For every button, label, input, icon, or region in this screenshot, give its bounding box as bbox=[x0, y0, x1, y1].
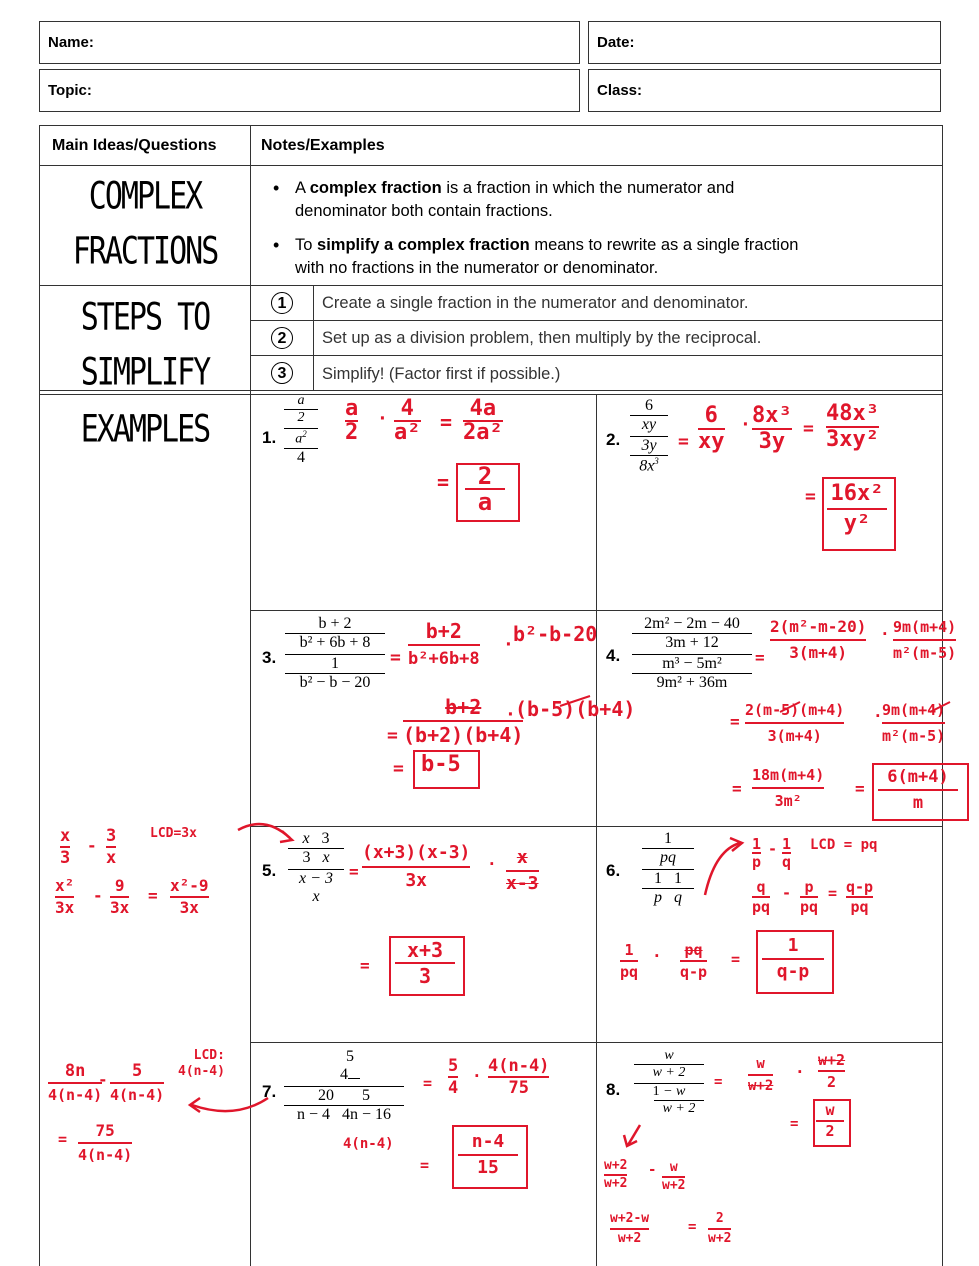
hw-text: a bbox=[345, 396, 359, 421]
bullet-text: means to rewrite as a single fraction bbox=[529, 236, 799, 254]
bullet-dot: • bbox=[273, 178, 280, 198]
hw-text: 4(n-4) bbox=[48, 1082, 102, 1106]
complex-title-line1: COMPLEX bbox=[88, 174, 202, 219]
frac-text: n − 4 bbox=[296, 1106, 330, 1123]
hw-ex6-lcd: LCD = pq bbox=[810, 837, 878, 853]
hw-text: w+2 bbox=[748, 1074, 773, 1096]
hw-ex7-eq2: = bbox=[420, 1156, 430, 1174]
hw-text: 4(n-4) bbox=[488, 1056, 550, 1076]
hw-text: 75 bbox=[95, 1121, 115, 1140]
frac-text: a bbox=[297, 393, 305, 408]
hw-text: p bbox=[752, 853, 762, 871]
hw-text: q bbox=[782, 853, 792, 871]
hw-text: pq bbox=[800, 898, 819, 916]
frac-text: 4n − 16 bbox=[342, 1106, 392, 1123]
frac-text: x bbox=[302, 830, 310, 847]
frac-text: m³ − 5m² bbox=[632, 654, 752, 673]
hw-text: 2 bbox=[477, 462, 493, 490]
hw-text: y² bbox=[827, 508, 887, 538]
bullet-text: with no fractions in the numerator or denominator. bbox=[295, 259, 659, 277]
hw-text: q-p bbox=[846, 878, 874, 896]
hw-ex7-side-minus: - bbox=[98, 1070, 108, 1089]
hw-text: w bbox=[756, 1056, 765, 1072]
frac-text: pq bbox=[642, 848, 694, 867]
hw-ex7-side-eq: = bbox=[58, 1130, 68, 1148]
hw-text: 75 bbox=[488, 1076, 549, 1098]
frac-text: 1 bbox=[285, 654, 385, 673]
frac-text: x bbox=[322, 849, 330, 866]
hw-text: 6(m+4) bbox=[887, 767, 949, 787]
frac-text: b² − b − 20 bbox=[285, 673, 385, 692]
hw-ex3-eq3: = bbox=[393, 758, 404, 779]
hw-text: 4(n-4) bbox=[110, 1082, 164, 1106]
hw-text: 2 bbox=[816, 1120, 844, 1141]
hw-text: pq bbox=[846, 896, 873, 916]
frac-text: 1 bbox=[674, 870, 682, 887]
hw-text: 5 bbox=[131, 1061, 143, 1081]
hw-ex2-dot: · bbox=[740, 414, 751, 435]
examples-title-text: EXAMPLES bbox=[80, 407, 210, 452]
hw-ex6-minus: - bbox=[768, 840, 778, 858]
hw-text: 3(m+4) bbox=[745, 722, 844, 748]
hw-ex5-side-lcd: LCD=3x bbox=[150, 826, 197, 841]
hw-text: 1 bbox=[624, 941, 634, 959]
hw-text: 2(m²-m-20) bbox=[770, 617, 867, 636]
hw-text: 3x bbox=[55, 898, 75, 917]
bullet-text: is a fraction in which the numerator and bbox=[441, 179, 735, 197]
frac-text: x bbox=[312, 888, 320, 905]
hw-text: 3 bbox=[395, 962, 455, 988]
bullet-text: denominator both contain fractions. bbox=[295, 202, 553, 220]
hw-ex6-eq2: = bbox=[731, 950, 741, 968]
frac-text: 2m² − 2m − 40 bbox=[644, 615, 740, 632]
hw-text: 9 bbox=[114, 876, 125, 895]
hw-text: a² bbox=[394, 420, 421, 445]
hw-text: LCD: bbox=[193, 1048, 225, 1063]
hw-text: (x+3)(x-3) bbox=[362, 842, 471, 863]
hw-text: m bbox=[878, 789, 958, 815]
hw-text: b+2 bbox=[425, 619, 462, 643]
hw-text: 18m(m+4) bbox=[752, 766, 825, 784]
frac-text: 3y bbox=[630, 436, 668, 455]
hw-text: x bbox=[106, 848, 117, 868]
frac-exp: 2 bbox=[302, 429, 307, 439]
hw-ex1-eq: = bbox=[440, 410, 453, 434]
hw-text: 3 bbox=[60, 848, 71, 868]
bullet-text: A bbox=[295, 179, 310, 197]
hw-ex6-eq: = bbox=[828, 884, 838, 902]
step-3-text: Simplify! (Factor first if possible.) bbox=[322, 365, 561, 383]
example-8-number: 8. bbox=[606, 1080, 621, 1099]
frac-text: 5 bbox=[362, 1087, 370, 1104]
name-label: Name: bbox=[48, 34, 94, 51]
hw-text: 9m(m+4) bbox=[893, 618, 957, 636]
bullet-text: To bbox=[295, 236, 318, 254]
frac-text: 9m² + 36m bbox=[632, 673, 752, 692]
hw-text: 2(m-5)(m+4) bbox=[745, 701, 845, 719]
hw-ex8-dot: · bbox=[795, 1062, 805, 1081]
hw-text: 1 bbox=[782, 835, 792, 853]
example-1-number: 1. bbox=[262, 428, 277, 447]
bullet-dot: • bbox=[273, 235, 280, 255]
frac-text: w + 2 bbox=[634, 1064, 704, 1081]
bullet-term: complex fraction bbox=[309, 179, 442, 197]
frac-text: 3 bbox=[321, 830, 330, 847]
hw-ex7-eq: = bbox=[423, 1074, 433, 1092]
hw-text: a bbox=[465, 488, 505, 514]
frac-text: x − 3 bbox=[288, 869, 344, 888]
hw-ex2-eq: = bbox=[678, 431, 689, 452]
hw-text: m²(m-5) bbox=[893, 639, 956, 665]
hw-text: pq bbox=[752, 898, 771, 916]
hw-text: n-4 bbox=[471, 1131, 505, 1152]
notes-header: Notes/Examples bbox=[261, 137, 385, 154]
hw-ex5-dot: · bbox=[487, 854, 497, 873]
hw-text: p bbox=[804, 878, 814, 896]
hw-text: q-p bbox=[680, 960, 707, 982]
class-label: Class: bbox=[597, 82, 643, 99]
frac-text: 20 bbox=[318, 1087, 334, 1104]
hw-text: 1 bbox=[752, 835, 762, 853]
example-4-number: 4. bbox=[606, 646, 621, 665]
frac-text: q bbox=[674, 889, 682, 906]
hw-text: q bbox=[756, 878, 766, 896]
hw-ex6-dot: · bbox=[652, 946, 662, 965]
strike-ex4 bbox=[780, 702, 800, 712]
hw-text: x bbox=[60, 826, 71, 846]
hw-text: 2 bbox=[818, 1070, 845, 1092]
hw-text: w+2 bbox=[708, 1228, 731, 1248]
hw-text: 5 bbox=[448, 1056, 459, 1076]
hw-ex6-minus2: - bbox=[782, 884, 792, 902]
hw-text: w+2 bbox=[662, 1178, 686, 1193]
hw-ex3-eq: = bbox=[390, 647, 401, 668]
hw-ex4-dot: · bbox=[880, 624, 890, 643]
frac-text: b² + 6b + 8 bbox=[285, 633, 385, 652]
hw-text: 1 bbox=[787, 935, 799, 956]
hw-text: w+2 bbox=[604, 1176, 628, 1191]
frac-text: w bbox=[676, 1084, 686, 1099]
hw-ex3-dot: · bbox=[503, 634, 514, 655]
hw-ex7-dot: · bbox=[472, 1066, 482, 1085]
step-3-number: 3 bbox=[271, 362, 293, 384]
hw-ex5-side-minus: - bbox=[87, 836, 97, 855]
hw-text: m²(m-5) bbox=[882, 722, 945, 748]
hw-text: xy bbox=[698, 429, 725, 454]
hw-text: x bbox=[516, 847, 528, 868]
frac-text: 1 bbox=[664, 830, 672, 847]
example-5-number: 5. bbox=[262, 861, 277, 880]
frac-text: 5 bbox=[346, 1048, 354, 1065]
hw-ex4-dot2: · bbox=[873, 706, 883, 725]
hw-text: pq bbox=[620, 960, 638, 982]
frac-text: 1 bbox=[652, 1084, 660, 1099]
hw-text: w+2 bbox=[604, 1158, 628, 1173]
hw-ex7-under: 4(n-4) bbox=[343, 1136, 394, 1152]
hw-text: w+2 bbox=[610, 1228, 649, 1248]
hw-text: w bbox=[669, 1160, 678, 1175]
arrow-ex7 bbox=[192, 1098, 268, 1111]
hw-text: x² bbox=[55, 876, 75, 895]
hw-text: 3x bbox=[170, 896, 209, 918]
hw-text: 15 bbox=[458, 1154, 518, 1180]
steps-title-line1: STEPS TO bbox=[80, 295, 210, 340]
example-2-number: 2. bbox=[606, 430, 621, 449]
hw-ex3-eq2: = bbox=[387, 725, 398, 746]
frac-text: 2 bbox=[284, 409, 318, 426]
frac-text: a bbox=[295, 431, 303, 447]
bullet-term: simplify a complex fraction bbox=[317, 236, 530, 254]
hw-text: 3m² bbox=[752, 787, 824, 813]
steps-title-line2: SIMPLIFY bbox=[80, 350, 210, 395]
hw-text: 16x² bbox=[830, 481, 884, 506]
frac-text: b + 2 bbox=[318, 615, 352, 632]
step-1-text: Create a single fraction in the numerator and denominator. bbox=[322, 294, 749, 312]
frac-text: w + 2 bbox=[654, 1100, 704, 1117]
strike-ex3 bbox=[560, 696, 590, 706]
hw-text: 4 bbox=[448, 1078, 459, 1098]
example-6-number: 6. bbox=[606, 861, 621, 880]
main-ideas-header: Main Ideas/Questions bbox=[52, 137, 217, 154]
hw-ex1-eq2: = bbox=[437, 470, 450, 494]
hw-text: 48x³ bbox=[826, 401, 879, 426]
example-7-number: 7. bbox=[262, 1082, 277, 1101]
frac-exp: 3 bbox=[654, 456, 659, 466]
hw-text: q-p bbox=[762, 958, 824, 984]
hw-text: 6 bbox=[704, 403, 718, 428]
date-label: Date: bbox=[597, 34, 635, 51]
hw-text: 2 bbox=[715, 1211, 724, 1226]
example-3-number: 3. bbox=[262, 648, 277, 667]
hw-ex3-fac2: (b-5)(b+4) bbox=[515, 697, 636, 721]
step-2-text: Set up as a division problem, then multiply by the reciprocal. bbox=[322, 329, 762, 347]
hw-text: (b+2)(b+4) bbox=[403, 720, 523, 748]
step-2-number: 2 bbox=[271, 327, 293, 349]
hw-ex5-eq: = bbox=[349, 862, 359, 881]
hw-ex8-eq: = bbox=[714, 1074, 723, 1090]
hw-ex5-eq2: = bbox=[360, 956, 370, 975]
frac-text: 1 bbox=[654, 870, 662, 887]
hw-ex2-eq2: = bbox=[803, 418, 814, 439]
hw-text: 4 bbox=[400, 396, 414, 421]
frac-text: 8x bbox=[639, 457, 655, 475]
frac-text: 4 bbox=[284, 1066, 404, 1084]
hw-ex4-eq: = bbox=[755, 648, 765, 667]
frac-row: 1 − w bbox=[634, 1083, 704, 1100]
hw-text: 3x bbox=[362, 866, 470, 894]
strike-ex4b bbox=[930, 702, 950, 712]
hw-ex8-minus: - bbox=[648, 1162, 657, 1178]
frac-text: 3m + 12 bbox=[632, 633, 752, 652]
frac-text: w bbox=[664, 1048, 674, 1063]
hw-text: 3 bbox=[106, 826, 117, 846]
hw-ex8-eq2: = bbox=[790, 1116, 799, 1132]
hw-ex5-side-eq: = bbox=[148, 886, 158, 905]
hw-ex3-dot2: · bbox=[505, 704, 516, 725]
hw-ex2-eq3: = bbox=[805, 486, 816, 507]
frac-text: 3 bbox=[302, 849, 311, 866]
hw-text: x-3 bbox=[506, 870, 539, 896]
hw-text: 2 bbox=[345, 420, 359, 445]
hw-text: 4(n-4) bbox=[178, 1064, 225, 1079]
hw-text: b²+6b+8 bbox=[408, 644, 480, 672]
hw-text: 2a² bbox=[463, 420, 503, 445]
hw-text: 8n bbox=[64, 1061, 86, 1081]
frac-text: p bbox=[654, 889, 662, 906]
hw-ex3-mul: b²-b-20 bbox=[513, 622, 598, 646]
hw-text: 3(m+4) bbox=[770, 639, 866, 665]
hw-text: w+2-w bbox=[610, 1211, 650, 1226]
hw-text: w bbox=[825, 1101, 835, 1119]
step-1-number: 1 bbox=[271, 292, 293, 314]
hw-text: 8x³ bbox=[752, 403, 792, 428]
hw-ex4-eq3: = bbox=[732, 779, 742, 798]
hw-text: 3y bbox=[752, 428, 792, 454]
hw-ex1-dot: · bbox=[377, 408, 388, 429]
topic-label: Topic: bbox=[48, 82, 92, 99]
arrow-ex6 bbox=[705, 843, 740, 895]
hw-text: x+3 bbox=[406, 938, 444, 962]
frac-text: 4 bbox=[284, 448, 318, 467]
hw-ex8-eq3: = bbox=[688, 1219, 697, 1235]
hw-text: 4(n-4) bbox=[78, 1142, 132, 1166]
hw-ex3-answer: b-5 bbox=[421, 752, 461, 777]
complex-title-line2: FRACTIONS bbox=[72, 229, 218, 274]
hw-text: b+2 bbox=[445, 695, 482, 719]
hw-ex4-eq2: = bbox=[730, 712, 740, 731]
hw-ex5-side-minus2: - bbox=[93, 886, 103, 905]
hw-text: 3xy² bbox=[826, 427, 879, 452]
hw-text: w+2 bbox=[818, 1051, 846, 1069]
hw-text: 3x bbox=[110, 898, 130, 917]
frac-text: xy bbox=[630, 415, 668, 434]
hw-text: 4a bbox=[469, 396, 497, 421]
hw-text: 9m(m+4) bbox=[882, 701, 946, 719]
hw-ex4-eq4: = bbox=[855, 779, 865, 798]
frac-text: 6 bbox=[645, 397, 653, 414]
hw-text: x²-9 bbox=[170, 876, 209, 895]
hw-text: pq bbox=[684, 941, 703, 959]
